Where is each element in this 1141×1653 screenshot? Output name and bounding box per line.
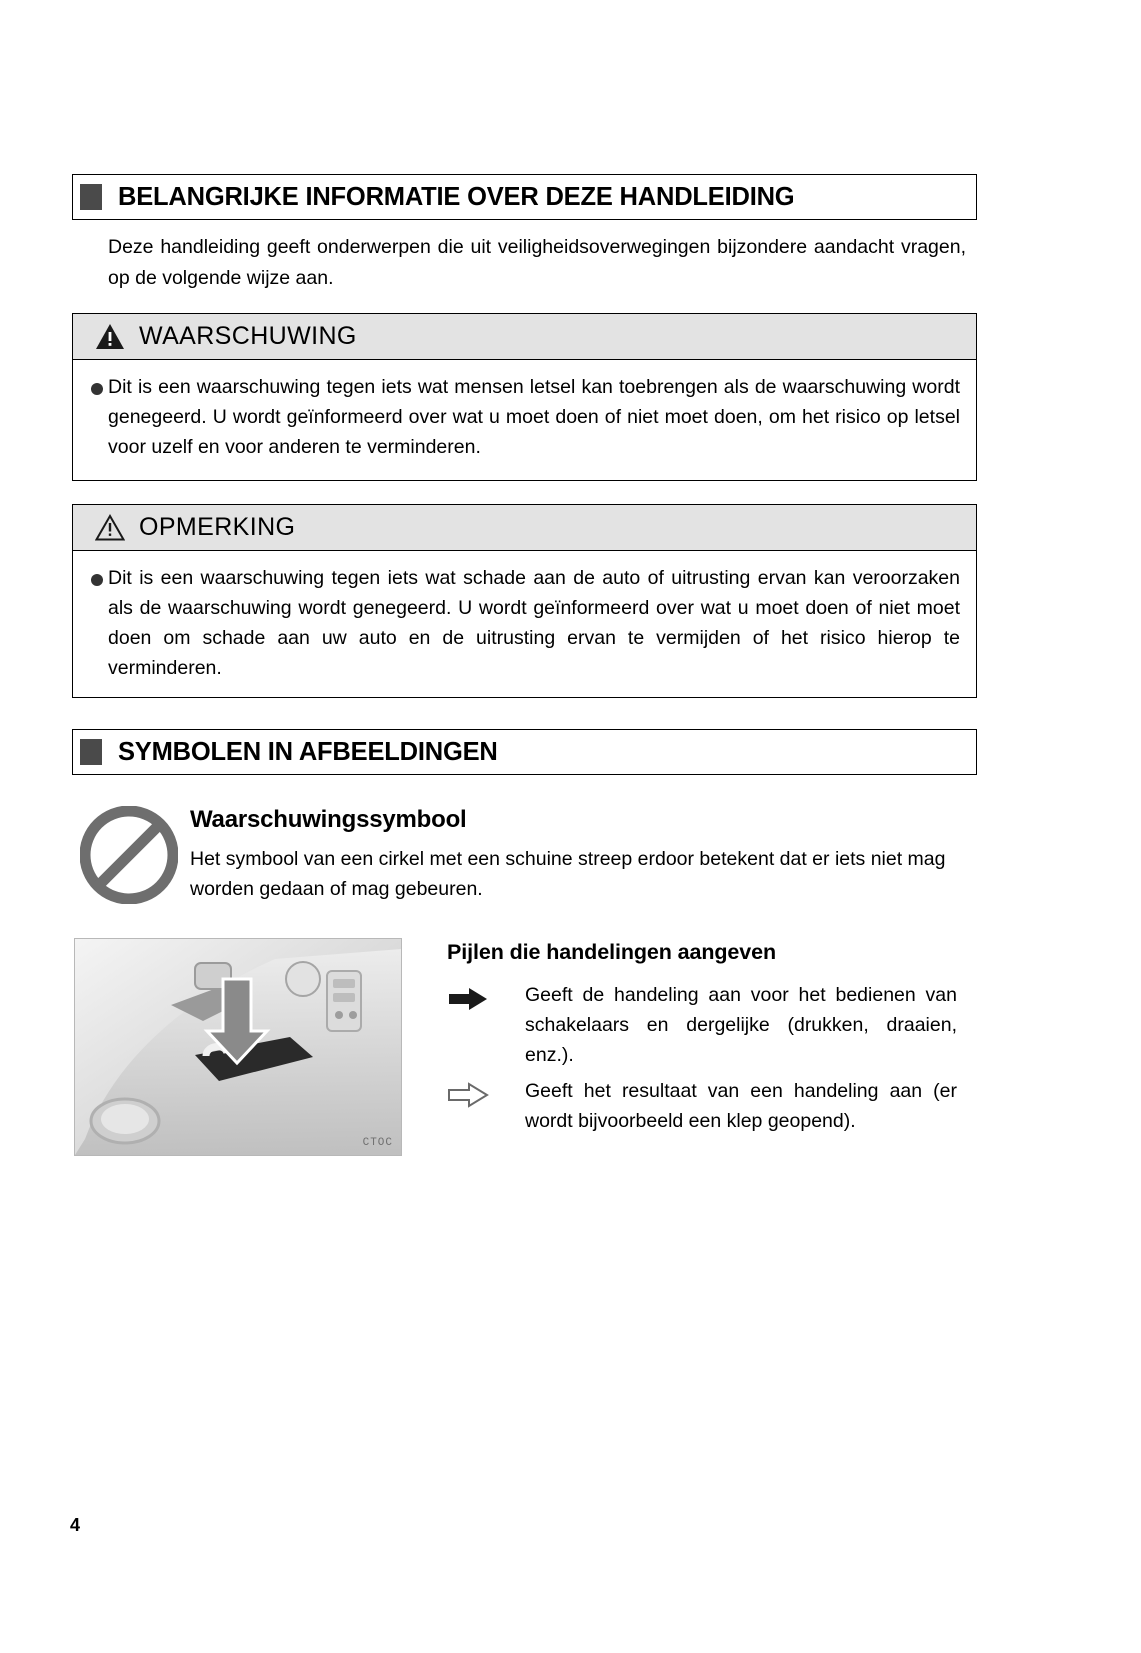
arrows-section-title: Pijlen die handelingen aangeven [447, 940, 777, 964]
photo-caption: CTOC [362, 1137, 393, 1149]
arrow-outline-right-icon [447, 1082, 489, 1108]
notice-callout-header [73, 505, 976, 551]
page-number: 4 [70, 1515, 81, 1535]
warning-callout-header [73, 314, 976, 360]
section-marker-icon [80, 184, 102, 210]
notice-callout [72, 504, 977, 698]
prohibition-circle-slash-icon [80, 806, 178, 904]
arrow-item-text: Geeft het resultaat van een handeling aan (er wordt bijvoorbeeld een klep geopend). [525, 1080, 957, 1132]
notice-callout-title: OPMERKING [139, 513, 296, 541]
arrow-item-action [447, 980, 957, 1070]
section-title: SYMBOLEN IN AFBEELDINGEN [118, 737, 498, 766]
section-header-symbols [72, 729, 977, 775]
console-illustration [74, 938, 402, 1156]
section-header-important-info [72, 174, 977, 220]
arrow-solid-right-icon [447, 986, 489, 1012]
warning-callout [72, 313, 977, 481]
prohibition-symbol-title: Waarschuwingssymbool [190, 806, 467, 833]
section-marker-icon [80, 739, 102, 765]
warning-callout-title: WAARSCHUWING [139, 322, 357, 350]
warning-callout-text: Dit is een waarschuwing tegen iets wat mensen letsel kan toebrengen als de waarschuwing wordt genegeerd. U wordt geïnformeerd over wat u moet doen of niet moet doen, om het risico op letsel voor uzelf en voor anderen te verminderen. [108, 376, 960, 458]
bullet-dot-icon [91, 574, 103, 586]
warning-triangle-outline-icon [95, 514, 125, 541]
intro-paragraph: Deze handleiding geeft onderwerpen die uit veiligheidsoverwegingen bijzondere aandacht vragen, op de volgende wijze aan. [108, 236, 966, 289]
warning-triangle-filled-icon [95, 323, 125, 350]
warning-callout-body [73, 360, 976, 476]
prohibition-symbol-text: Het symbool van een cirkel met een schuine streep erdoor betekent dat er iets niet mag worden gedaan of mag gebeuren. [190, 848, 946, 900]
arrow-item-result [447, 1076, 957, 1136]
notice-callout-text: Dit is een waarschuwing tegen iets wat schade aan de auto of uitrusting ervan kan veroorzaken als de waarschuwing wordt genegeerd. U wordt geïnformeerd over wat u moet doen of niet moet doen om schade aan uw auto en de uitrusting ervan te vermijden of het risico hierop te verminderen. [108, 567, 960, 679]
bullet-dot-icon [91, 383, 103, 395]
arrow-item-text: Geeft de handeling aan voor het bedienen van schakelaars en dergelijke (drukken, draaien, enz.). [525, 984, 957, 1066]
section-title: BELANGRIJKE INFORMATIE OVER DEZE HANDLEIDING [118, 182, 795, 211]
notice-callout-body [73, 551, 976, 697]
